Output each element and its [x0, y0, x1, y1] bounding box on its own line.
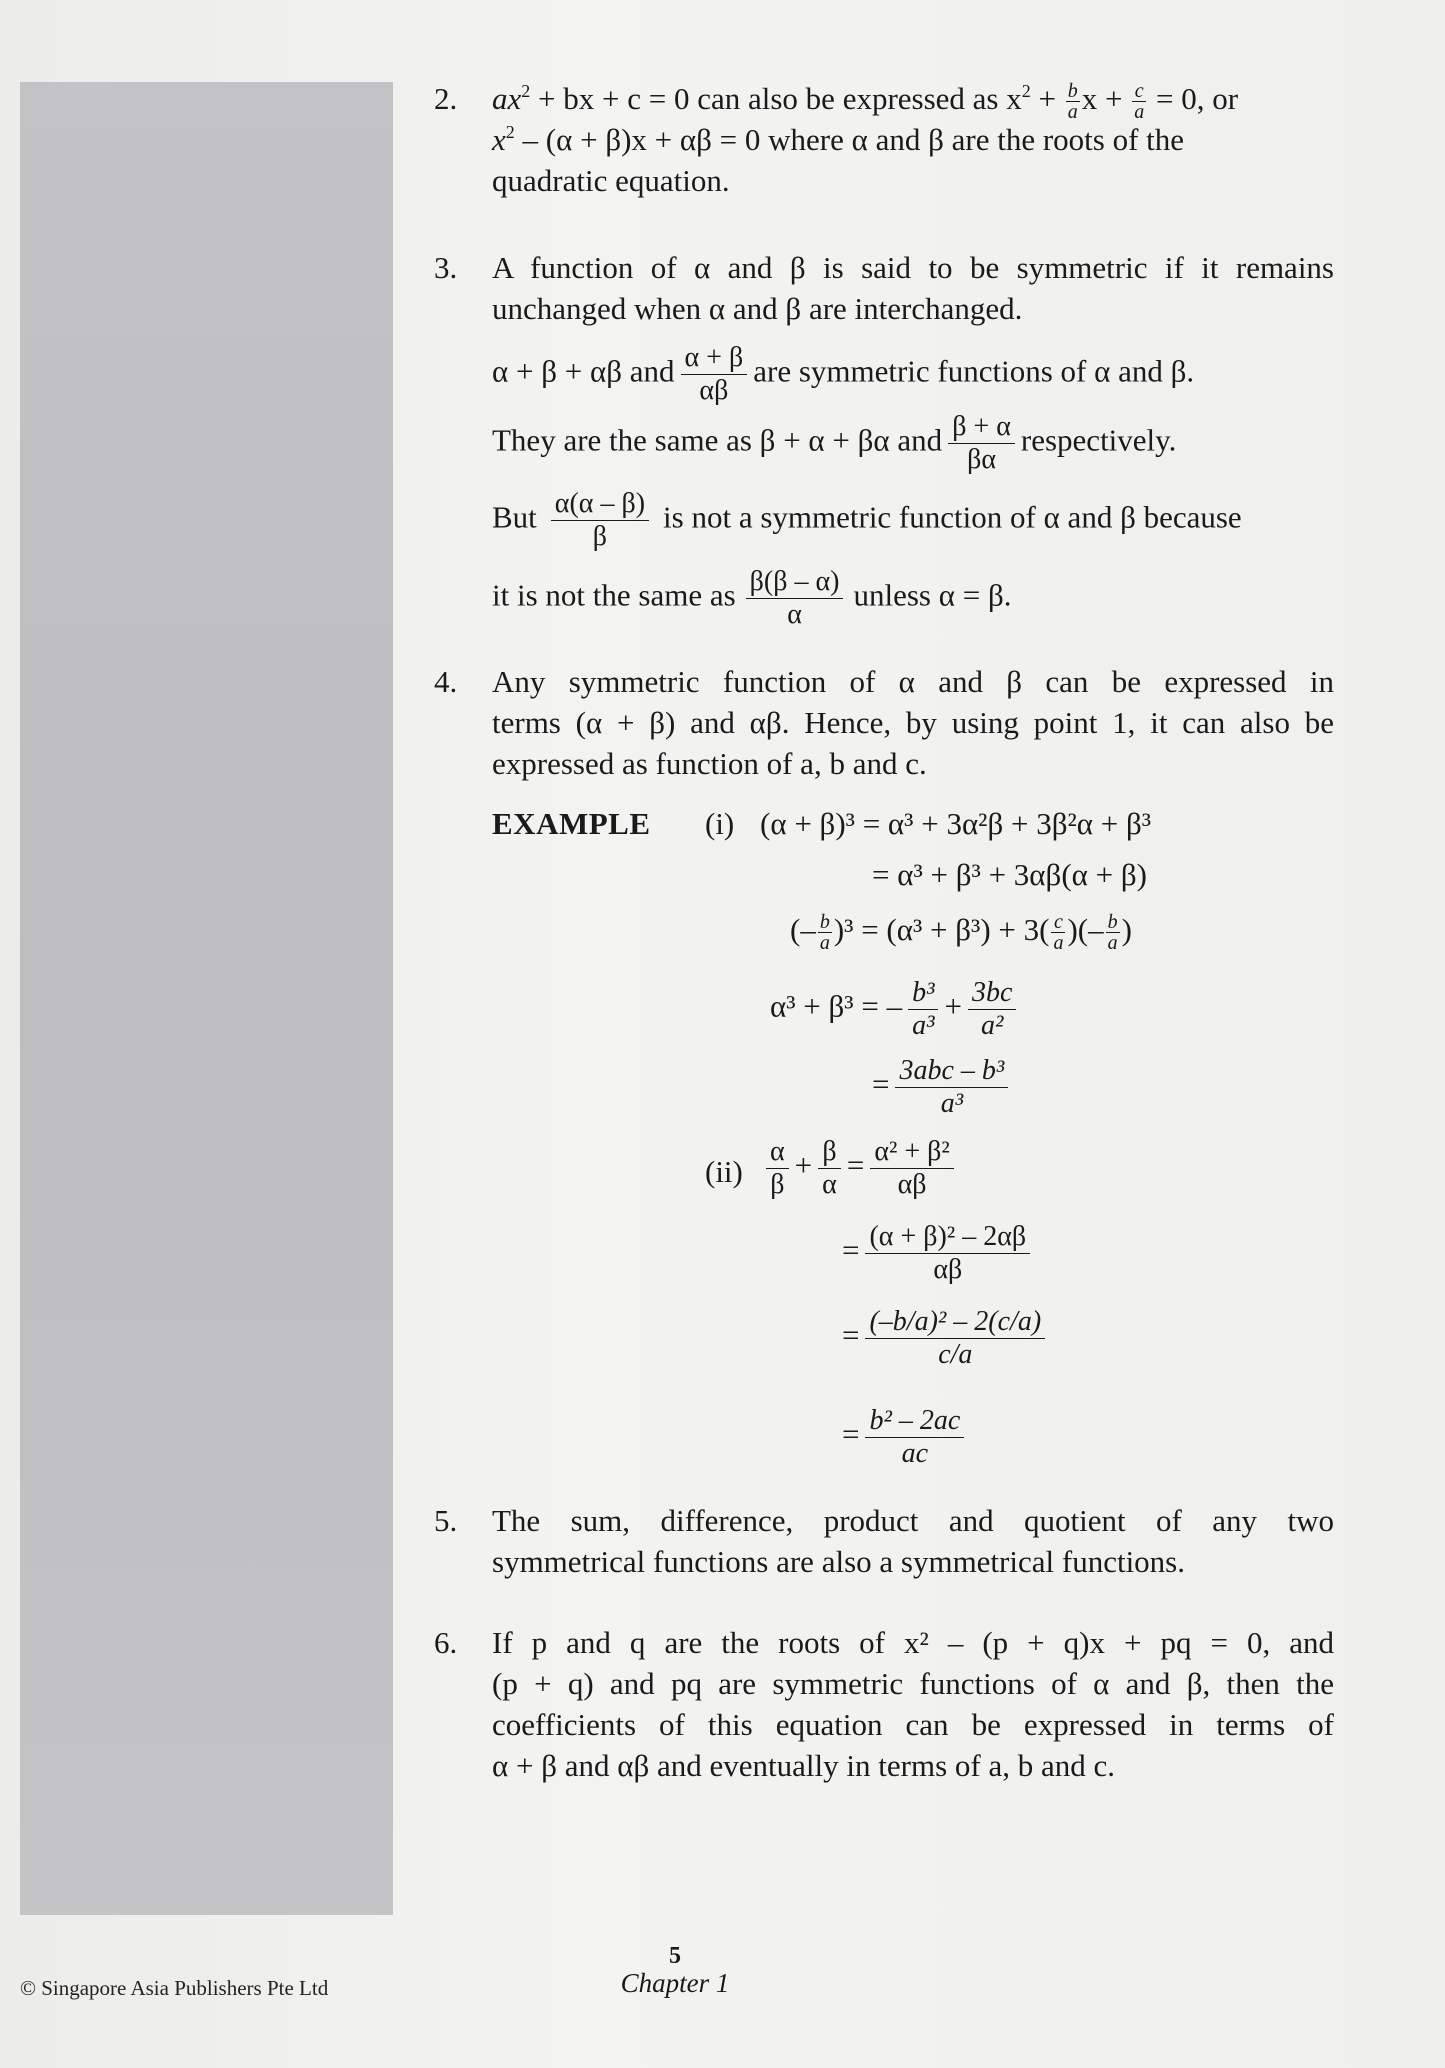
fraction: $\frac{c}{a}$ — [1053, 911, 1064, 955]
example-i-eq-2: = α³ + β³ + 3αβ(α + β) — [872, 857, 1147, 892]
example-ii-eq-1: $\frac{\alpha}{\beta}$ + $\frac{\beta}{\alpha}$ = $\frac{\text{α² + β²}}{\alpha\beta}$ — [760, 1136, 960, 1201]
item-number: 6. — [434, 1625, 458, 1660]
example-label: EXAMPLE — [492, 806, 651, 841]
non-symmetric-reason: it is not the same as $\frac{\beta(\beta - \alpha)}{\alpha}$ unless α = β. — [492, 566, 1012, 630]
fraction-b-over-a: $\frac{b}{a}$ — [1067, 80, 1078, 124]
item-4-line-1: Any symmetric function of α and β can be expressed in — [492, 664, 1334, 699]
example-ii-eq-4: = $\frac{\text{b² – 2ac}}{ac}$ — [842, 1405, 970, 1470]
item-5-line-1: The sum, difference, product and quotient of any two — [492, 1503, 1334, 1538]
fraction: $\frac{\text{(α + β)² – 2αβ}}{\alpha\beta}$ — [865, 1221, 1030, 1286]
gray-margin-band — [20, 82, 393, 1915]
non-symmetric-example: But $\frac{\alpha(\alpha - \beta)}{\beta}$ is not a symmetric function of α and β because — [492, 488, 1242, 552]
fraction: $\frac{\beta(\beta - \alpha)}{\alpha}$ — [746, 566, 844, 631]
fraction: $\frac{\alpha}{\beta}$ — [766, 1136, 789, 1201]
fraction: $\frac{\text{(–b/a)² – 2(c/a)}}{c/a}$ — [865, 1306, 1045, 1371]
fraction: $\frac{\alpha + \beta}{\alpha\beta}$ — [681, 342, 748, 407]
item-6-line-4: α + β and αβ and eventually in terms of a, b and c. — [492, 1748, 1115, 1783]
example-i-eq-4: α³ + β³ = – $\frac{\text{b³}}{\text{a³}}$ + $\frac{3bc}{\text{a²}}$ — [770, 977, 1022, 1042]
item-3-line-2: unchanged when α and β are interchanged. — [492, 291, 1023, 326]
item-2-line-3: quadratic equation. — [492, 163, 730, 198]
fraction: $\frac{b}{a}$ — [1107, 911, 1118, 955]
item-6-line-1: If p and q are the roots of x² – (p + q)x + pq = 0, and — [492, 1625, 1334, 1660]
item-4-line-2: terms (α + β) and αβ. Hence, by using point 1, it can also be — [492, 705, 1334, 740]
fraction: $\frac{\beta + \alpha}{\beta\alpha}$ — [948, 411, 1015, 476]
fraction: $\frac{3bc}{\text{a²}}$ — [968, 977, 1016, 1042]
fraction: $\frac{b}{a}$ — [819, 911, 830, 955]
fraction-c-over-a: $\frac{c}{a}$ — [1134, 80, 1145, 124]
item-2-line-2: $x^2 - (\alpha + \beta)x + \alpha\beta = 0$ where α and β are the roots of the — [492, 122, 1185, 157]
example-part-ii-label: (ii) — [705, 1154, 743, 1189]
fraction: $\frac{\text{b³}}{\text{a³}}$ — [908, 977, 938, 1042]
item-4-line-3: expressed as function of a, b and c. — [492, 746, 927, 781]
fraction: $\frac{\alpha(\alpha - \beta)}{\beta}$ — [551, 488, 649, 553]
symmetric-example-2: They are the same as β + α + βα and $\frac{\beta + \alpha}{\beta\alpha}$ respectively. — [492, 411, 1177, 475]
item-number: 2. — [434, 81, 458, 116]
fraction: $\frac{\text{3abc – b³}}{\text{a³}}$ — [895, 1055, 1008, 1120]
example-ii-eq-3: = $\frac{\text{(–b/a)² – 2(c/a)}}{c/a}$ — [842, 1306, 1051, 1371]
fraction: $\frac{\text{α² + β²}}{\alpha\beta}$ — [870, 1136, 954, 1201]
item-2-line-1: $ax^2$ + bx + c = 0 can also be expressed as $x^2$ + $\frac{b}{a}$ x + $\frac{c}{a}$ = 0, or — [492, 80, 1239, 124]
item-number: 4. — [434, 664, 458, 699]
fraction: $\frac{\beta}{\alpha}$ — [818, 1136, 841, 1201]
publisher-copyright: © Singapore Asia Publishers Pte Ltd — [20, 1976, 329, 2000]
item-3-line-1: A function of α and β is said to be symmetric if it remains — [492, 250, 1334, 285]
fraction: $\frac{\text{b² – 2ac}}{ac}$ — [865, 1405, 964, 1470]
example-i-eq-5: = $\frac{\text{3abc – b³}}{\text{a³}}$ — [872, 1055, 1014, 1120]
chapter-label: Chapter 1 — [620, 1968, 730, 1998]
item-6-line-2: (p + q) and pq are symmetric functions of α and β, then the — [492, 1666, 1334, 1701]
example-part-i-label: (i) — [705, 806, 735, 841]
example-i-eq-1: (α + β)³ = α³ + 3α²β + 3β²α + β³ — [760, 806, 1152, 841]
item-number: 3. — [434, 250, 458, 285]
example-i-eq-3: (– $\frac{b}{a}$ )³ = (α³ + β³) + 3( $\frac{c}{a}$ )(– $\frac{b}{a}$ ) — [790, 911, 1132, 955]
item-number: 5. — [434, 1503, 458, 1538]
symmetric-example-1: α + β + αβ and $\frac{\alpha + \beta}{\alpha\beta}$ are symmetric functions of α and β. — [492, 342, 1195, 406]
item-6-line-3: coefficients of this equation can be expressed in terms of — [492, 1707, 1334, 1742]
item-5-line-2: symmetrical functions are also a symmetrical functions. — [492, 1544, 1185, 1579]
page-number: 5 — [669, 1943, 681, 1969]
example-ii-eq-2: = $\frac{\text{(α + β)² – 2αβ}}{\alpha\beta}$ — [842, 1221, 1036, 1286]
